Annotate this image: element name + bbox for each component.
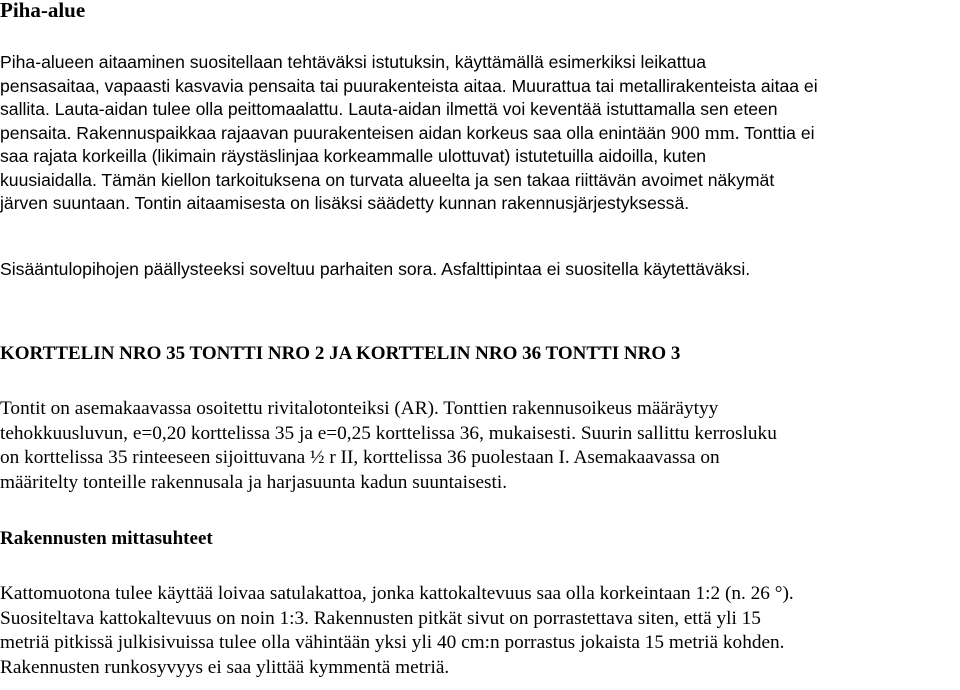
paragraph-line: tehokkuusluvun, e=0,20 korttelissa 35 ja e=0,25 korttelissa 36, mukaisesti. Suurin sallittu kerrosluku (0, 422, 777, 444)
paragraph-mittasuhteet (0, 582, 794, 680)
paragraph-line: Sisääntulopihojen päällysteeksi soveltuu parhaiten sora. Asfalttipintaa ei suositella käytettäväksi. (0, 259, 751, 279)
paragraph-line (0, 98, 818, 122)
paragraph-line (0, 169, 818, 193)
paragraph-line (0, 192, 818, 216)
text-run: järven suuntaan. Tontin aitaamisesta on lisäksi säädetty kunnan rakennusjärjestyksessä. (0, 193, 690, 213)
paragraph-line (0, 145, 818, 169)
paragraph-line (0, 122, 818, 146)
paragraph-line: Rakennusten runkosyvyys ei saa ylittää kymmentä metriä. (0, 656, 450, 678)
text-run: sallita. Lauta-aidan tulee olla peittomaalattu. (0, 99, 349, 119)
text-run: Piha-alueen aitaaminen suositellaan tehtäväksi istutuksin, käyttämällä esimerkiksi leikattua (0, 52, 707, 72)
paragraph-line: metriä pitkissä julkisivuissa tulee olla vähintään yksi yli 40 cm:n porrastus jokaista 15 metriä kohden. (0, 632, 785, 653)
paragraph-line: Suositeltava kattokaltevuus on noin 1:3. Rakennusten pitkät sivut on porrastettava siten, että yli 15 (0, 607, 761, 629)
heading-korttelit: KORTTELIN NRO 35 TONTTI NRO 2 JA KORTTELIN NRO 36 TONTTI NRO 3 (0, 343, 681, 364)
paragraph-line: on korttelissa 35 rinteeseen sijoittuvana ½ r II, korttelissa 36 puolestaan I. Asemakaavassa on (0, 447, 720, 468)
paragraph-line: Kattomuotona tulee käyttää loivaa satulakattoa, jonka kattokaltevuus saa olla korkeintaan 1:2 (n. 26 °). (0, 583, 794, 604)
text-run: pensaita. Rakennuspaikkaa rajaavan puurakenteisen aidan korkeus saa olla enintään (0, 122, 671, 143)
paragraph-line (0, 51, 818, 75)
text-run: kuusiaidalla. Tämän kiellon tarkoituksena on turvata alueelta ja sen takaa riittävän avoimet näkymät (0, 169, 775, 190)
paragraph-line: määritelty tonteille rakennusala ja harjasuunta kadun suuntaisesti. (0, 471, 508, 493)
paragraph-line (0, 75, 818, 99)
paragraph-piha-alue (0, 51, 818, 216)
text-run: Tonttia ei (739, 122, 815, 143)
text-run: pensasaitaa, vapaasti kasvavia pensaita tai puurakenteista aitaa. Muurattua tai metallirakenteista aitaa ei (0, 75, 818, 96)
text-run: 900 mm. (670, 122, 740, 144)
text-run: Lauta-aidan ilmettä voi keventää istuttamalla sen eteen (348, 99, 778, 119)
heading-rakennusten-mittasuhteet: Rakennusten mittasuhteet (0, 528, 213, 549)
paragraph-paallyste (0, 258, 750, 282)
heading-piha-alue: Piha-alue (0, 0, 86, 22)
text-run: saa rajata korkeilla (likimain räystäslinjaa korkeammalle ulottuvat) istutetuilla aidoilla, kuten (0, 146, 707, 166)
paragraph-line: Tontit on asemakaavassa osoitettu rivitalotonteiksi (AR). Tonttien rakennusoikeus määräytyy (0, 398, 719, 419)
paragraph-korttelit (0, 397, 777, 495)
